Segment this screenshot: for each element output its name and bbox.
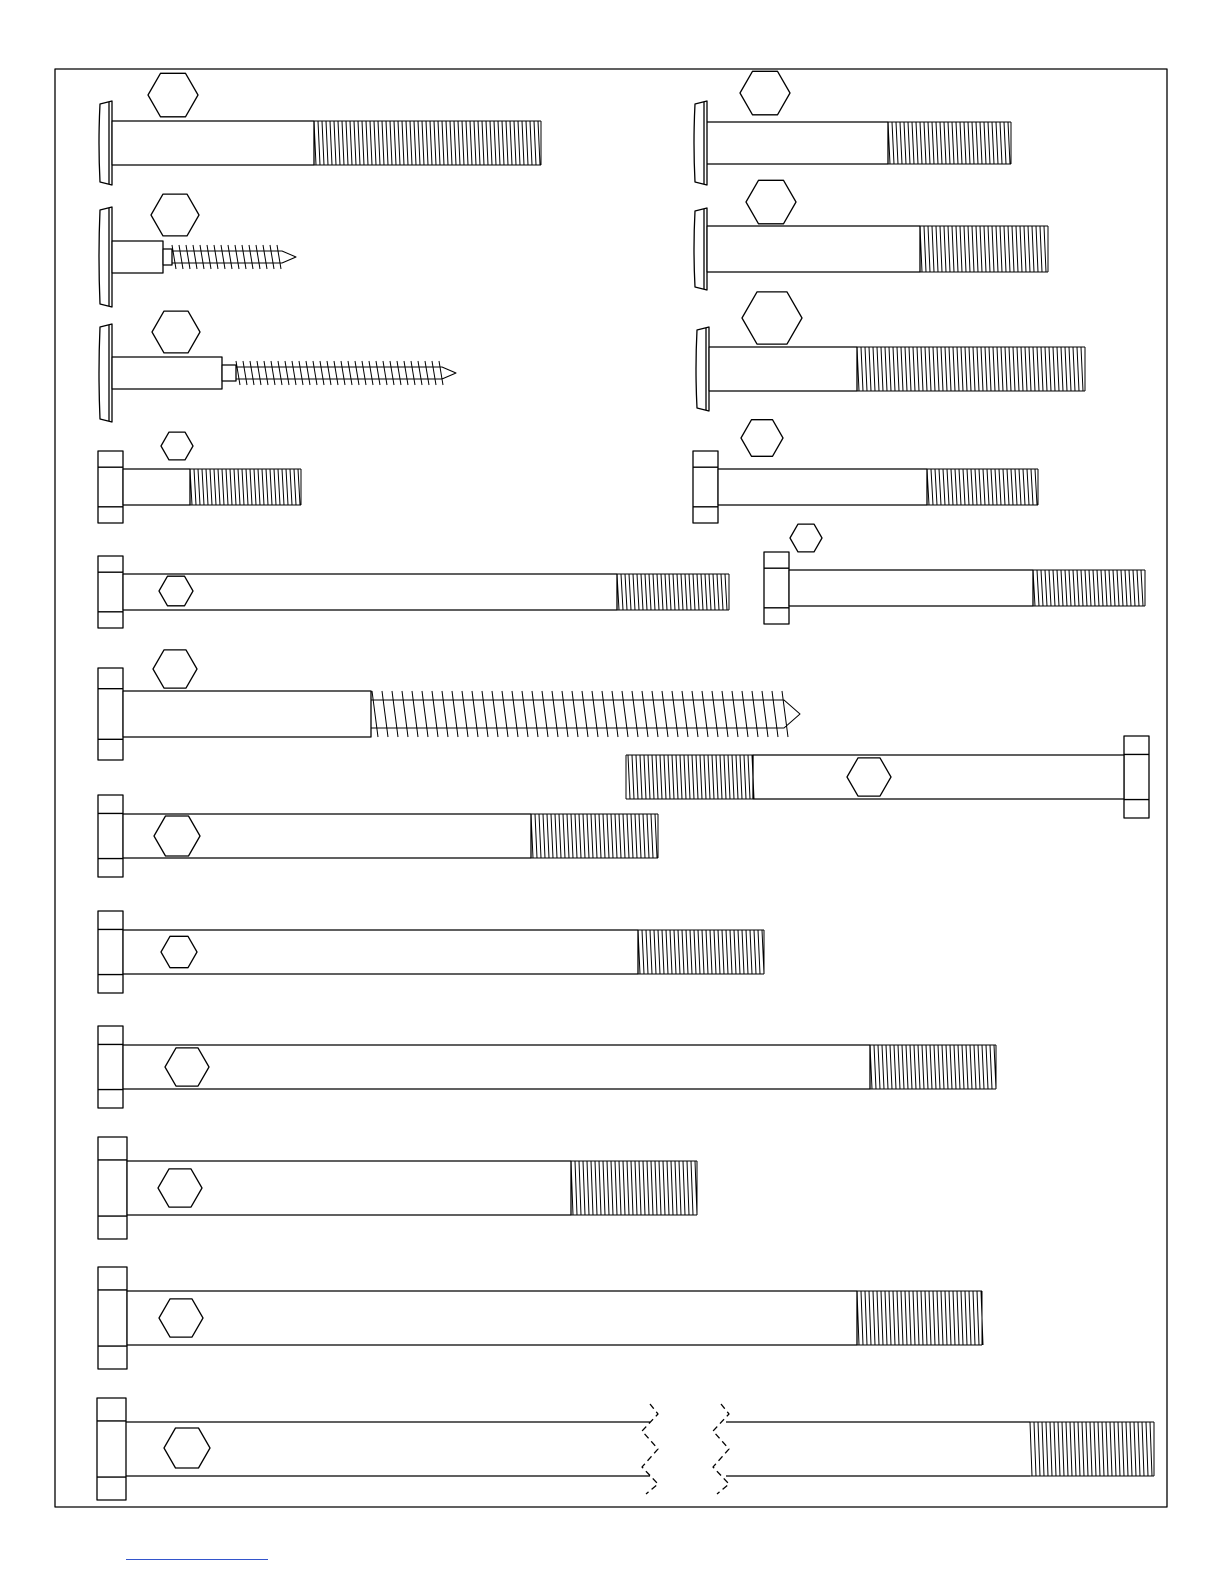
- screw-shank: [123, 691, 371, 737]
- thread-lines: [857, 1291, 983, 1345]
- screw-thread: [371, 691, 800, 737]
- hex-size-icon: [746, 180, 796, 224]
- hex-head: [97, 1398, 126, 1500]
- connector-bolt-4: [696, 292, 1085, 411]
- hex-size-icon: [153, 650, 197, 688]
- thread-lines: [626, 755, 754, 799]
- hex-size-icon: [741, 420, 783, 457]
- bolt-shank: [112, 121, 314, 165]
- hex-bolt-1: [98, 432, 301, 523]
- hex-bolt-10: [98, 1267, 983, 1369]
- screw-thread: [236, 361, 456, 385]
- connector-bolt-3: [694, 180, 1048, 290]
- thread-lines: [888, 122, 1011, 164]
- hex-bolt-8: [98, 1026, 996, 1108]
- bolt-shank: [707, 226, 920, 272]
- thread-lines: [927, 469, 1038, 505]
- hex-bolt-3: [98, 556, 729, 628]
- thread-lines: [1030, 1422, 1154, 1476]
- footer-link[interactable]: [126, 1540, 268, 1560]
- hex-head: [98, 1026, 123, 1108]
- hex-head: [764, 552, 789, 624]
- hex-bolt-5: [626, 736, 1149, 818]
- hex-size-icon: [742, 292, 802, 344]
- wood-screw-2: [99, 311, 456, 422]
- hex-size-icon: [164, 1428, 210, 1468]
- screw-neck: [222, 365, 236, 381]
- hex-bolt-2: [693, 420, 1038, 523]
- break-line-right: [713, 1404, 729, 1494]
- hex-head: [98, 668, 123, 760]
- thread-lines: [190, 469, 301, 505]
- hex-size-icon: [152, 311, 200, 353]
- hex-head: [98, 795, 123, 877]
- thread-lines: [571, 1161, 697, 1215]
- thread-lines: [314, 121, 541, 165]
- hex-head: [693, 451, 718, 523]
- thread-lines: [857, 347, 1085, 391]
- bolt-shank: [753, 755, 1124, 799]
- thread-lines: [531, 814, 658, 858]
- bolt-shank: [123, 930, 638, 974]
- hex-size-icon: [740, 71, 790, 115]
- hex-size-icon: [148, 73, 198, 117]
- bolt-shank-right: [726, 1422, 1030, 1476]
- hex-head: [98, 556, 123, 628]
- thread-lines: [920, 226, 1048, 272]
- thread-lines: [870, 1045, 996, 1089]
- parts-layer: [97, 71, 1154, 1500]
- hex-size-icon: [151, 194, 199, 236]
- bolt-shank: [123, 1045, 870, 1089]
- bolt-shank: [718, 469, 927, 505]
- hex-bolt-9: [98, 1137, 697, 1239]
- screw-thread: [172, 245, 296, 269]
- lag-screw-1: [98, 650, 800, 760]
- thread-lines: [1033, 570, 1145, 606]
- connector-bolt-2: [694, 71, 1011, 185]
- bolt-head: [694, 208, 707, 290]
- bolt-shank: [123, 574, 617, 610]
- screw-neck: [163, 249, 172, 265]
- connector-bolt-1: [99, 73, 541, 185]
- bolt-shank: [127, 1291, 857, 1345]
- hex-size-icon: [790, 524, 822, 552]
- screw-shank: [112, 357, 222, 389]
- hex-bolt-4: [764, 524, 1145, 624]
- thread-lines: [638, 930, 764, 974]
- hex-bolt-11-broken: [97, 1398, 1154, 1500]
- bolt-head: [99, 324, 112, 422]
- screw-shank: [112, 241, 163, 273]
- hex-bolt-7: [98, 911, 764, 993]
- hex-head: [1124, 736, 1149, 818]
- bolt-head: [696, 327, 709, 411]
- thread-lines: [617, 574, 729, 610]
- hex-bolt-6: [98, 795, 658, 877]
- hex-head: [98, 451, 123, 523]
- hex-head: [98, 911, 123, 993]
- bolt-shank: [707, 122, 888, 164]
- bolt-head: [99, 207, 112, 307]
- bolt-head: [694, 101, 707, 185]
- hex-size-icon: [161, 432, 193, 460]
- bolt-shank: [709, 347, 857, 391]
- wood-screw-1: [99, 194, 296, 307]
- break-line-left: [642, 1404, 658, 1494]
- bolt-head: [99, 101, 112, 185]
- bolt-shank: [789, 570, 1033, 606]
- hex-head: [98, 1267, 127, 1369]
- hex-head: [98, 1137, 127, 1239]
- bolt-shank: [123, 469, 190, 505]
